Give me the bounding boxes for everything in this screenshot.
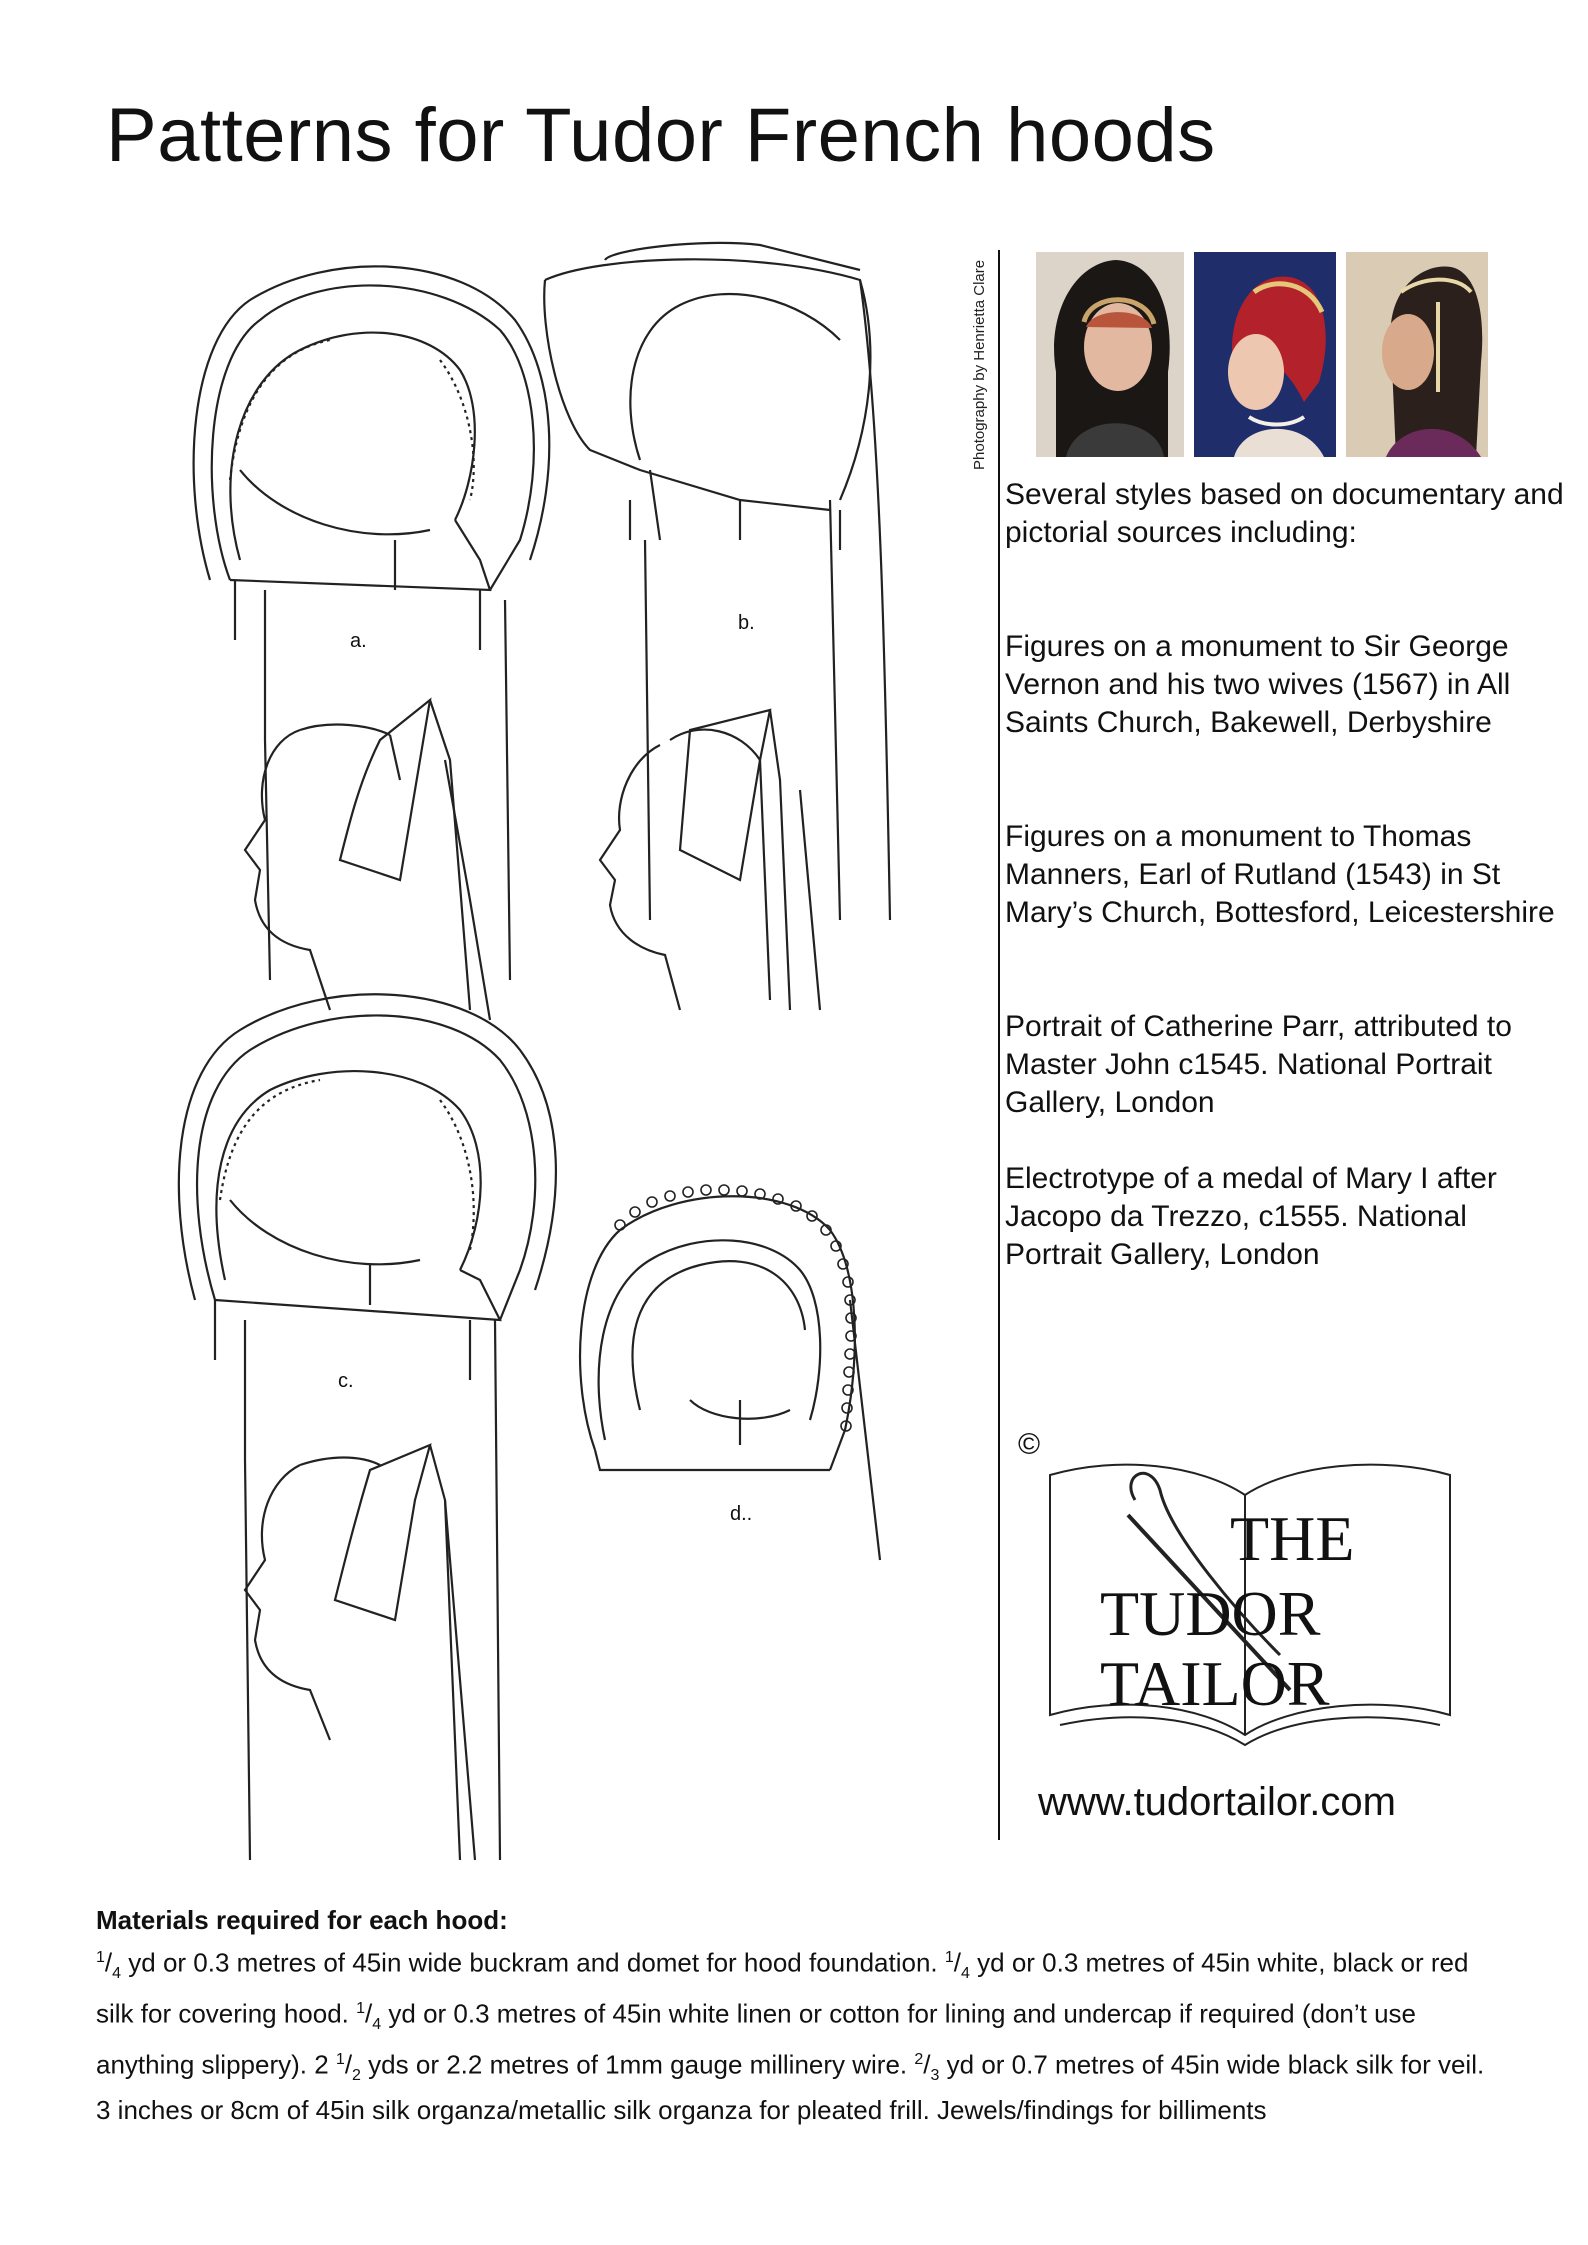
- fraction-numerator: 1: [356, 1999, 366, 2017]
- fraction-numerator: 1: [96, 1949, 105, 1966]
- figure-label-d: d..: [730, 1503, 753, 1525]
- website-url[interactable]: www.tudortailor.com: [1038, 1780, 1396, 1824]
- hood-c-profile-drawing: [245, 1445, 475, 1860]
- fraction-denominator: 4: [112, 1964, 122, 1982]
- source-item: Figures on a monument to Thomas Manners, Earl of Rutland (1543) in St Mary’s Church, Bottesford, Leicestershire: [1005, 820, 1555, 929]
- copyright-symbol: ©: [1018, 1428, 1041, 1461]
- portrait-photo-red-hood: [1194, 252, 1336, 457]
- hood-b-profile-drawing: [600, 710, 820, 1010]
- column-divider: [998, 250, 1000, 1840]
- source-item: Electrotype of a medal of Mary I after Jacopo da Trezzo, c1555. National Portrait Gallery, London: [1005, 1162, 1497, 1271]
- portrait-photo-black-hood: [1036, 252, 1184, 457]
- logo-line-the: THE: [1230, 1503, 1355, 1574]
- logo-line-tudor: TUDOR: [1100, 1578, 1321, 1649]
- figure-label-a: a.: [350, 630, 367, 652]
- fraction-denominator: 4: [372, 2015, 382, 2033]
- materials-heading: Materials required for each hood:: [96, 1905, 508, 1935]
- fraction-denominator: 3: [930, 2066, 940, 2084]
- source-item: Figures on a monument to Sir George Vernon and his two wives (1567) in All Saints Church, Bakewell, Derbyshire: [1005, 630, 1511, 739]
- page-title: Patterns for Tudor French hoods: [106, 93, 1216, 178]
- portrait-photo-dark-hood: [1346, 252, 1488, 457]
- fraction-denominator: 2: [352, 2066, 361, 2084]
- fraction-numerator: 1: [944, 1949, 954, 1966]
- photo-credit: Photography by Henrietta Clare: [971, 259, 988, 470]
- fraction-numerator: 2: [914, 2050, 924, 2068]
- logo-line-tailor: TAILOR: [1100, 1648, 1330, 1719]
- fraction-numerator: 1: [335, 2050, 345, 2068]
- fraction-denominator: 4: [961, 1964, 970, 1982]
- intro-text: Several styles based on documentary and pictorial sources including:: [1005, 478, 1564, 549]
- figure-label-c: c.: [338, 1370, 354, 1392]
- hood-c-front-drawing: [179, 994, 556, 1860]
- hood-b-front-drawing: [544, 243, 890, 920]
- source-item: Portrait of Catherine Parr, attributed to Master John c1545. National Portrait Gallery, London: [1005, 1010, 1512, 1119]
- figure-label-b: b.: [738, 612, 755, 634]
- hood-a-front-drawing: [194, 266, 550, 980]
- hood-a-profile-drawing: [245, 700, 490, 1020]
- materials-text: $^1/_4$ yd or 0.3 metres of 45in wide buckram and domet for hood foundation. $^1/_4$ yd or 0.3 metres of 45in white, black or red silk for covering hood. $^1/_4$ yd or 0.3 metres of 45in white linen or cotton for lining and undercap if required (don’t use anything slippery). 2 $^1/_2$ yds or 2.2 metres of 1mm gauge millinery wire. $^2/_3$ yd or 0.7 metres of 45in wide black silk for veil. 3 inches or 8cm of 45in silk organza/metallic silk organza for pleated frill. Jewels/findings for billiments: [96, 1947, 1485, 2125]
- tudor-tailor-logo: [1040, 1455, 1460, 1755]
- materials-section: [96, 1905, 1496, 2128]
